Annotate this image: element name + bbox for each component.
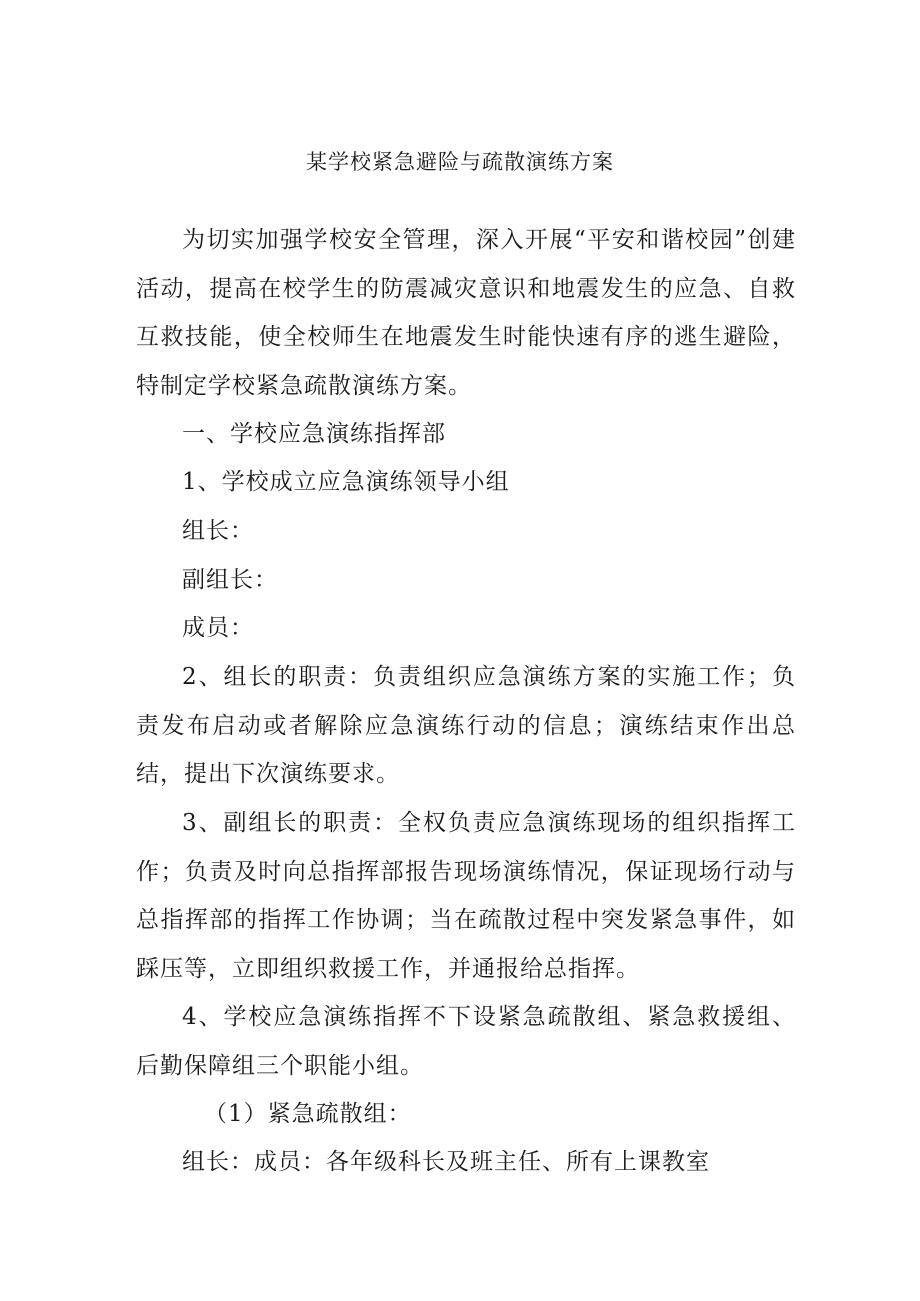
item-3-vice-leader-duties: 3、副组长的职责：全权负责应急演练现场的组织指挥工作；负责及时向总指挥部报告现场演练情况，保证现场行动与总指挥部的指挥工作协调；当在疏散过程中突发紧急事件，如踩压等，立即组织救援工作，并通报给总指挥。: [136, 810, 796, 982]
sub-item-evacuation-group: （1）紧急疏散组：: [204, 1101, 412, 1127]
leader-label: 组长：: [182, 518, 254, 544]
item-1-leadership-group: 1、学校成立应急演练领导小组: [182, 469, 510, 495]
document-title: 某学校紧急避险与疏散演练方案: [306, 150, 614, 174]
intro-paragraph: 为切实加强学校安全管理，深入开展“平安和谐校园”创建活动，提高在校学生的防震减灾意识和地震发生的应急、自救互救技能，使全校师生在地震发生时能快速有序的逃生避险，特制定学校紧急疏散演练方案。: [136, 227, 796, 399]
members-label: 成员：: [182, 615, 254, 641]
item-4-functional-groups: 4、学校应急演练指挥不下设紧急疏散组、紧急救援组、后勤保障组三个职能小组。: [136, 1004, 796, 1079]
vice-leader-label: 副组长：: [182, 567, 278, 593]
section-heading-command: 一、学校应急演练指挥部: [182, 421, 446, 447]
evacuation-group-members: 组长：成员：各年级科长及班主任、所有上课教室: [182, 1149, 710, 1175]
item-2-leader-duties: 2、组长的职责：负责组织应急演练方案的实施工作；负责发布启动或者解除应急演练行动的信息；演练结束作出总结，提出下次演练要求。: [136, 664, 796, 787]
